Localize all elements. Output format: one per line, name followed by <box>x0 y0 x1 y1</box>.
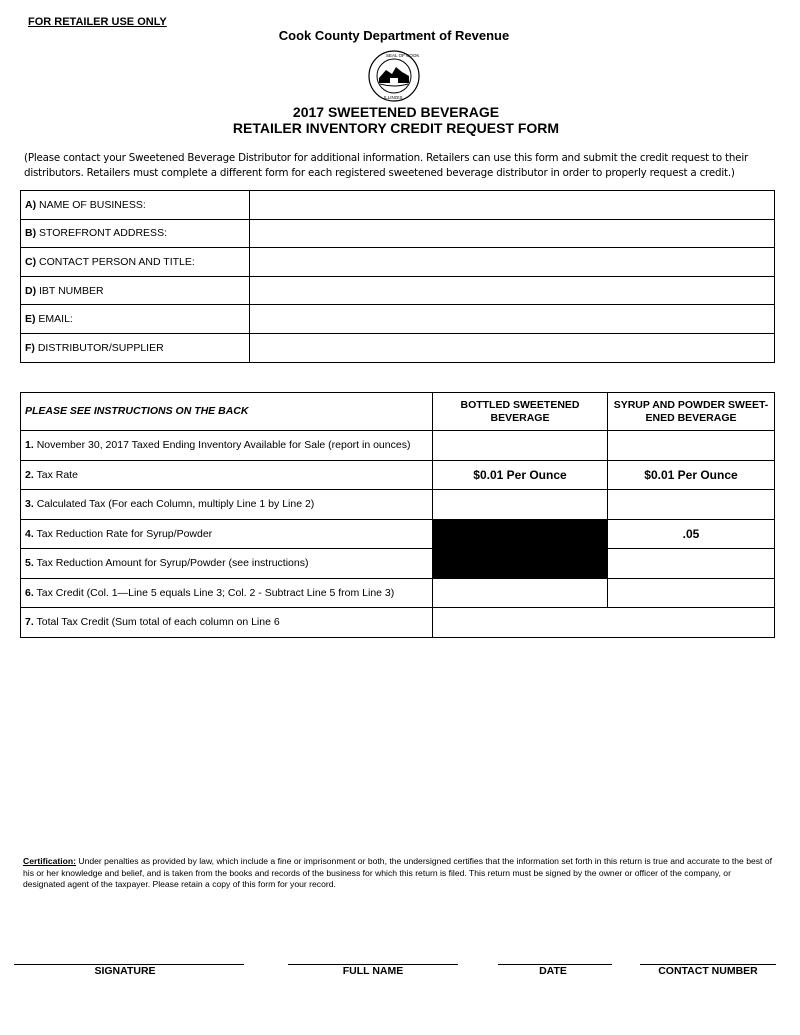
form-title-line1: 2017 SWEETENED BEVERAGE <box>292 104 500 120</box>
bottled-header-line2: BEVERAGE <box>490 411 550 424</box>
calc-line-number: 3. <box>25 498 34 511</box>
cook-county-seal-icon <box>366 50 422 102</box>
credit-calculation-table <box>20 392 775 638</box>
info-letter: E) <box>25 313 36 326</box>
calc-row <box>21 578 775 608</box>
blocked-cell <box>433 519 608 549</box>
info-value-field[interactable] <box>250 305 775 334</box>
info-row <box>21 248 775 277</box>
info-label-text: NAME OF BUSINESS: <box>39 198 146 211</box>
info-label-text: DISTRIBUTOR/SUPPLIER <box>37 341 164 354</box>
svg-text:SEAL OF COOK: SEAL OF COOK <box>386 53 420 58</box>
department-name: Cook County Department of Revenue <box>278 28 510 43</box>
info-label <box>21 305 250 334</box>
info-label <box>21 333 250 362</box>
certification-label: Certification: <box>23 856 76 866</box>
syrup-value-field: .05 <box>608 519 775 549</box>
calc-line-number: 6. <box>25 586 34 599</box>
syrup-value-field[interactable] <box>608 490 775 520</box>
bottled-value-field: $0.01 Per Ounce <box>433 460 608 490</box>
info-label-text: IBT NUMBER <box>39 284 104 297</box>
info-label <box>21 248 250 277</box>
info-letter: F) <box>25 341 35 354</box>
info-label-text: STOREFRONT ADDRESS: <box>39 227 167 240</box>
syrup-value-field[interactable] <box>608 431 775 461</box>
calc-line-number: 5. <box>25 557 34 570</box>
calc-line-text: Tax Reduction Rate for Syrup/Powder <box>36 527 213 540</box>
form-title <box>0 104 792 136</box>
bottled-header-line1: BOTTLED SWEETENED <box>460 398 580 411</box>
calc-line-description <box>21 431 433 461</box>
syrup-powder-header <box>608 393 775 431</box>
info-row <box>21 219 775 248</box>
calc-line-text: Tax Rate <box>36 468 78 481</box>
bottled-value-field[interactable] <box>433 578 608 608</box>
intro-paragraph: (Please contact your Sweetened Beverage Distributor for additional information. Retailers can use this form and submit the credit request to their distributors. Retailers must complete a different form for each registered sweetened beverage distributor in order to properly request a credit.) <box>24 152 749 179</box>
calc-row <box>21 519 775 549</box>
syrup-value-field[interactable] <box>608 549 775 579</box>
form-title-line2: RETAILER INVENTORY CREDIT REQUEST FORM <box>232 120 560 136</box>
calc-line-description <box>21 608 433 638</box>
certification-statement <box>23 856 775 891</box>
calc-line-number: 1. <box>25 439 34 452</box>
calc-line-description <box>21 549 433 579</box>
info-value-field[interactable] <box>250 248 775 277</box>
info-label-text: EMAIL: <box>38 313 73 326</box>
signature-label: SIGNATURE <box>94 965 156 977</box>
calc-line-number: 4. <box>25 527 34 540</box>
info-letter: B) <box>25 227 37 240</box>
calc-line-text: Tax Reduction Amount for Syrup/Powder (see instructions) <box>36 557 309 570</box>
info-letter: C) <box>25 255 37 268</box>
info-letter: D) <box>25 284 37 297</box>
retailer-only-note: FOR RETAILER USE ONLY <box>28 16 167 28</box>
certification-text: Under penalties as provided by law, which include a fine or imprisonment or both, the undersigned certifies that the information set forth in this return is true and accurate to the best of his or her knowledge and belief, and is taken from the books and records of the business for which this return is filed. This return must be signed by the owner or officer of the company, or designated agent of the taxpayer. Please retain a copy of this form for your record. <box>23 856 772 889</box>
contact-number-label: CONTACT NUMBER <box>658 965 758 977</box>
syrup-header-line1: SYRUP AND POWDER SWEET- <box>613 398 769 411</box>
syrup-value-field: $0.01 Per Ounce <box>608 460 775 490</box>
calc-line-text: November 30, 2017 Taxed Ending Inventory Available for Sale (report in ounces) <box>36 439 411 452</box>
info-label <box>21 191 250 220</box>
info-label <box>21 219 250 248</box>
info-row <box>21 276 775 305</box>
calc-line-number: 2. <box>25 468 34 481</box>
total-credit-field[interactable] <box>433 608 775 638</box>
calc-row <box>21 431 775 461</box>
bottled-value-field[interactable] <box>433 490 608 520</box>
info-row <box>21 333 775 362</box>
calc-line-description <box>21 519 433 549</box>
calc-line-text: Total Tax Credit (Sum total of each column on Line 6 <box>36 616 280 629</box>
info-label-text: CONTACT PERSON AND TITLE: <box>39 255 195 268</box>
calc-line-number: 7. <box>25 616 34 629</box>
calc-row <box>21 608 775 638</box>
instructions-header: PLEASE SEE INSTRUCTIONS ON THE BACK <box>21 393 433 431</box>
svg-text:ILLINOIS: ILLINOIS <box>384 95 403 100</box>
info-label <box>21 276 250 305</box>
calc-line-description <box>21 490 433 520</box>
business-info-table <box>20 190 775 363</box>
info-letter: A) <box>25 198 37 211</box>
calc-row <box>21 549 775 579</box>
info-value-field[interactable] <box>250 219 775 248</box>
calc-line-text: Tax Credit (Col. 1—Line 5 equals Line 3; Col. 2 - Subtract Line 5 from Line 3) <box>36 586 395 599</box>
syrup-value-field[interactable] <box>608 578 775 608</box>
info-value-field[interactable] <box>250 191 775 220</box>
calc-line-text: Calculated Tax (For each Column, multiply Line 1 by Line 2) <box>36 498 315 511</box>
calc-line-description <box>21 578 433 608</box>
full-name-label: FULL NAME <box>342 965 404 977</box>
date-label: DATE <box>539 965 567 977</box>
blocked-cell <box>433 549 608 579</box>
info-row <box>21 305 775 334</box>
calc-row <box>21 490 775 520</box>
calc-row <box>21 460 775 490</box>
calc-line-description <box>21 460 433 490</box>
bottled-value-field[interactable] <box>433 431 608 461</box>
info-value-field[interactable] <box>250 276 775 305</box>
syrup-header-line2: ENED BEVERAGE <box>645 411 737 424</box>
info-value-field[interactable] <box>250 333 775 362</box>
info-row <box>21 191 775 220</box>
bottled-beverage-header <box>433 393 608 431</box>
